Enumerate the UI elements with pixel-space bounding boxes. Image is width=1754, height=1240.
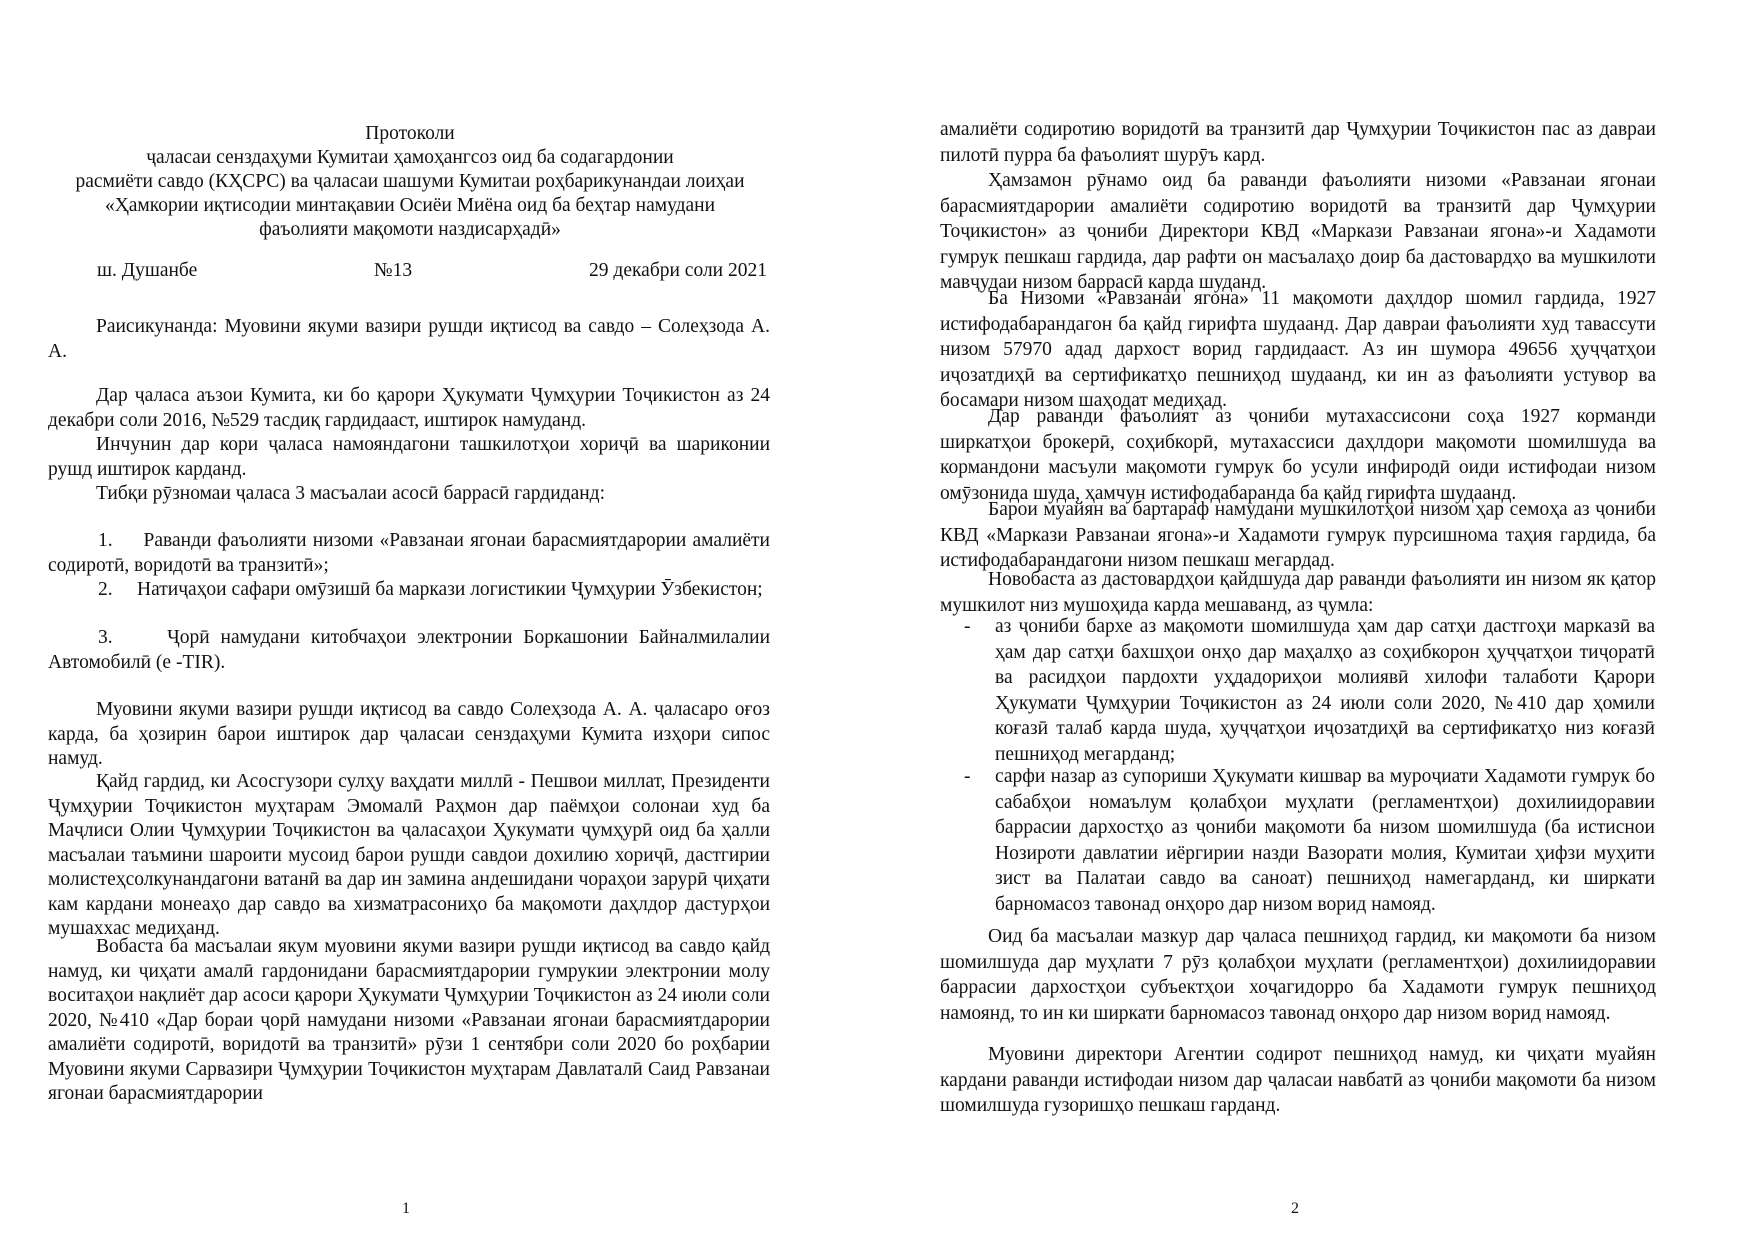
review-paragraph: Ҳамзамон рӯнамо оид ба раванди фаъолияти низоми «Равзанаи ягонаи барасмиятдарории амалиёти содиротию воридотӣ ва транзитӣ дар Ҷумҳурии Тоҷикистон» аз ҷониби Директори КВД «Маркази Равзанаи ягона»-и Хадамоти гумрук пешкаш гардида, дар рафти он масъалаҳо доир ба дастовардҳо ва мушкилоти мавҷудаи низом баррасӣ карда шуданд. (940, 170, 1656, 293)
agenda-item-2 (48, 578, 770, 603)
agenda-item-3 (48, 626, 770, 675)
protocol-date: 29 декабри соли 2021 (589, 260, 767, 281)
first-issue-paragraph: Вобаста ба масъалаи якум муовини якуми вазири рушди иқтисод ва савдо қайд намуд, ки ҷиҳати амалӣ гардонидани барасмиятдарории гумрукии электронии молу воситаҳои нақлиёт дар асоси қарори Ҳукумати Ҷумҳурии Тоҷикистон аз 24 июли соли 2020, №410 «Дар бораи ҷорӣ намудани низоми «Равзанаи ягонаи барасмиятдарории амалиёти содиротӣ, воридотӣ ва транзитӣ» рӯзи 1 сентябри соли 2020 бо роҳбарии Муовини якуми Сарвазири Ҷумҳурии Тоҷикистон муҳтарам Давлаталӣ Саид Равзанаи ягонаи барасмиятдарории (48, 936, 770, 1104)
agenda-item-3-text: Ҷорӣ намудани китобчаҳои электронии Боркашонии Байналмилалии Автомобилӣ (e -TIR). (48, 627, 771, 673)
problems-paragraph: Новобаста аз дастовардҳои қайдшуда дар раванди фаъолияти ин низом як қатор мушкилот низ мушоҳида карда мешаванд, аз ҷумла: (940, 569, 1656, 616)
agenda-intro: Тибқи рӯзномаи ҷаласа 3 масъалаи асосӣ баррасӣ гардиданд: (96, 483, 606, 504)
protocol-city: ш. Душанбе (97, 260, 198, 281)
protocol-title: Протоколи (365, 123, 455, 144)
proposal-paragraph: Оид ба масъалаи мазкур дар ҷаласа пешниҳод гардид, ки мақомоти ба низом шомилшуда дар муҳлати 7 рӯз қолабҳои муҳлати (регламентҳои) дохилиидоравии баррасии дархостҳои субъектҳои хоҷагидорро ба Хадамоти гумрук пешниҳод намоянд, то ин ки ширкати барномасоз тавонад онҳоро дар низом ворид намояд. (940, 926, 1656, 1024)
page-number-1: 1 (402, 1200, 410, 1217)
training-paragraph: Дар раванди фаъолият аз ҷониби мутахассисони соҳа 1927 корманди ширкатҳои брокерӣ, соҳибкорӣ, мутахассиси даҳлдори мақомоти шомилшуда ва кормандони масъули мақомоти гумрук бо усули инфиродӣ оиди истифодаи низом омӯзонида шуда, ҳамчун истифодабаранда ба қайд гирифта шудаанд. (940, 406, 1656, 504)
participants-paragraph: Инчунин дар кори ҷаласа намояндагони ташкилотҳои хориҷӣ ва шариконии рушд иштирок карданд. (48, 434, 770, 480)
chairperson-paragraph: Раисикунанда: Муовини якуми вазири рушди иқтисод ва савдо – Солеҳзода А. А. (48, 316, 770, 362)
agenda-item-1-text: Раванди фаъолияти низоми «Равзанаи ягонаи барасмиятдарории амалиёти содиротӣ, воридотӣ ва транзитӣ»; (48, 530, 770, 576)
continuation-paragraph: амалиёти содиротию воридотӣ ва транзитӣ дар Ҷумҳурии Тоҷикистон пас аз давраи пилотӣ пурра ба фаъолият шурӯъ кард. (940, 119, 1656, 166)
protocol-title-block (40, 122, 780, 242)
agenda-item-1 (48, 529, 770, 578)
agenda-item-3-number: 3. (98, 627, 113, 648)
agenda-item-1-number: 1. (98, 530, 113, 551)
title-line-4: фаъолияти мақомоти наздисарҳадӣ» (259, 219, 561, 240)
deputy-paragraph: Муовини директори Агентии содирот пешниҳод намуд, ки ҷиҳати муайян кардани раванди истифодаи низом дар ҷаласаи навбатӣ аз ҷониби мақомоти ба низом шомилшуда гузоришҳо пешкаш гарданд. (940, 1044, 1656, 1116)
opening-paragraph: Муовини якуми вазири рушди иқтисод ва савдо Солеҳзода А. А. ҷаласаро оғоз карда, ба ҳозирин барои иштирок дар ҷаласаи сенздаҳуми Кумита изҳори сипос намуд. (48, 699, 770, 769)
bullet-dash-1: - (964, 616, 971, 637)
noted-paragraph: Қайд гардид, ки Асосгузори сулҳу ваҳдати миллӣ - Пешвои миллат, Президенти Ҷумҳурии Тоҷикистон муҳтарам Эмомалӣ Раҳмон дар паёмҳои солонаи худ ба Маҷлиси Олии Ҷумҳурии Тоҷикистон ва ҷаласаҳои Ҳукумати ҷумҳурӣ оид ба ҳалли масъалаи таъмини шароити мусоид барои рушди савдои дохилию хориҷӣ, дастгирии молистеҳсолкунандагони ватанӣ ва дар ин замина андешидани чораҳои зарурӣ ҷиҳати кам кардани монеаҳо дар савдо ва хизматрасониҳо ба мақомоти даҳлдор дастурҳои мушаххас медиҳанд. (48, 771, 770, 939)
title-line-2: расмиёти савдо (КҲСРС) ва ҷаласаи шашуми Кумитаи роҳбарикунандаи лоиҳаи (75, 171, 745, 192)
agenda-item-2-text: Натиҷаҳои сафари омӯзишӣ ба маркази логистикии Ҷумҳурии Ӯзбекистон; (137, 579, 763, 600)
members-paragraph: Дар ҷаласа аъзои Кумита, ки бо қарори Ҳукумати Ҷумҳурии Тоҷикистон аз 24 декабри соли 2016, №529 тасдиқ гардидааст, иштирок намуданд. (48, 385, 770, 431)
bullet-dash-2: - (964, 766, 971, 787)
agenda-item-2-number: 2. (98, 579, 113, 600)
survey-paragraph: Барои муайян ва бартараф намудани мушкилотҳои низом ҳар семоҳа аз ҷониби КВД «Маркази Равзанаи ягона»-и Хадамоти гумрук пурсишнома таҳия гардида, ба истифодабарандагони низом пешкаш мегардад. (940, 499, 1656, 571)
title-line-3: «Ҳамкории иқтисодии минтақавии Осиёи Миёна оид ба беҳтар намудани (104, 195, 716, 216)
title-line-1: ҷаласаи сенздаҳуми Кумитаи ҳамоҳангсоз оид ба содагардонии (146, 147, 674, 168)
statistics-paragraph: Ба Низоми «Равзанаи ягона» 11 мақомоти даҳлдор шомил гардида, 1927 истифодабарандагон ба қайд гирифта шудаанд. Дар давраи фаъолияти худ тавассути низом 57970 адад дархост ворид гардидааст. Аз ин шумора 49656 ҳуҷҷатҳои иҷозатдиҳӣ ва сертификатҳо пешниҳод шудаанд, ки ин аз фаъолияти устувор ва босамари низом шаҳодат медиҳад. (940, 288, 1656, 411)
problem-bullet-1 (940, 614, 1656, 764)
bullet-text-1: аз ҷониби бархе аз мақомоти шомилшуда ҳам дар сатҳи дастгоҳи марказӣ ва ҳам дар сатҳи бахшҳои онҳо дар маҳалҳо аз соҳибкорон ҳуҷҷатҳои тиҷоратӣ ва расидҳои пардохти уҳдадориҳои молиявӣ хилофи талаботи Қарори Ҳукумати Ҷумҳурии Тоҷикистон аз 24 июли соли 2020, №410 дар ҳомили коғазӣ талаб карда шуда, ҳуҷҷатҳои иҷозатдиҳӣ ва сертификатҳо низ коғазӣ пешниҳод мегарданд; (995, 616, 1655, 765)
bullet-text-2: сарфи назар аз супориши Ҳукумати кишвар ва муроҷиати Хадамоти гумрук бо сабабҳои номаълум қолабҳои муҳлати (регламентҳои) дохилиидоравии баррасии дархостҳо аз ҷониби мақомоти ба низом шомилшуда (ба истиснои Нозироти давлатии иёргирии назди Вазорати молия, Кумитаи ҳифзи муҳити зист ва Палатаи савдо ва саноат) пешниҳод намегарданд, ки ширкати барномасоз тавонад онҳоро дар низом ворид намояд. (995, 766, 1655, 915)
protocol-number: №13 (374, 260, 413, 281)
page-number-2: 2 (1291, 1200, 1299, 1217)
problem-bullet-2 (940, 764, 1656, 914)
